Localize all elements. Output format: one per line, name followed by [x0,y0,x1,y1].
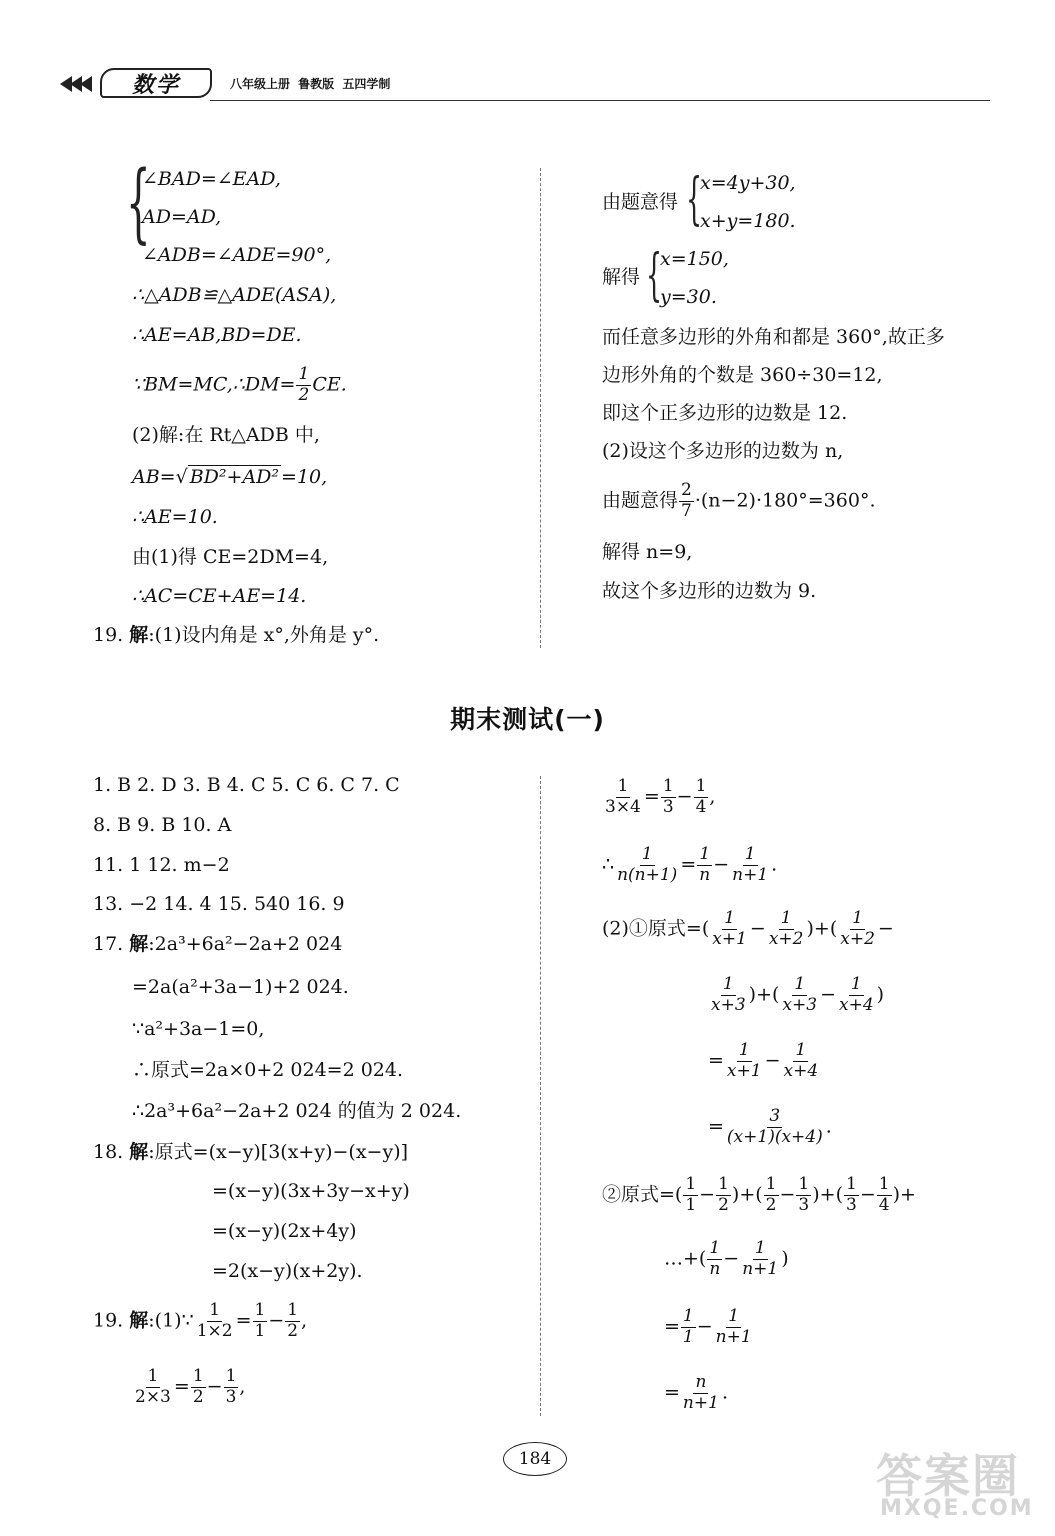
solution-line: …+( $\frac{1}{n}$ − $\frac{1}{n+1}$ ) [664,1238,789,1279]
proof-line: ∵BM=MC,∴DM= $\frac{1}{2}$ CE. [132,364,347,405]
answer-row: 8. B 9. B 10. A [93,814,232,836]
fraction: $\frac{1}{3}$ [662,776,674,817]
solution-line: 由题意得 $\frac{2}{7}$ ·(n−2)·180°=360°. [602,480,876,521]
solution-line: =2a(a²+3a−1)+2 024. [132,976,349,998]
solution-line: =(x−y)(3x+3y−x+y) [212,1180,410,1202]
watermark-logo [870,1440,1042,1526]
fraction: $\frac{1}{3}$ [225,1366,237,1407]
system-line-3: ∠ADB=∠ADE=90°, [142,244,332,266]
book-info: 八年级上册 鲁教版 五四学制 [230,77,391,91]
fraction: $\frac{1}{n+1}$ [742,1238,779,1279]
fraction: $\frac{1}{x+3}$ [782,974,818,1015]
solution-line: ∴原式=2a×0+2 024=2 024. [132,1059,404,1081]
solution-line: ∴ $\frac{1}{n(n+1)}$ = $\frac{1}{n}$ − $\frac{1}{n+1}$ . [602,844,778,885]
fraction: $\frac{1}{3}$ [798,1174,810,1215]
fraction: $\frac{1}{x+4}$ [838,974,874,1015]
system-line-1: x=4y+30, [700,172,796,194]
proof-line: AB=√ BD²+AD² =10, [132,466,328,488]
fraction: $\frac{1}{2}$ [718,1174,729,1215]
system-brace: { [686,167,703,232]
solution-line: =2(x−y)(x+2y). [212,1260,363,1282]
answer-row: 1. B 2. D 3. B 4. C 5. C 6. C 7. C [93,774,400,796]
solution-line: ②原式=( $\frac{1}{1}$ − $\frac{1}{2}$ )+( $\frac{1}{2}$ − $\frac{1}{3}$ )+( $\frac{1}{3}$ − $\frac{1}{4}$ )+ [602,1174,916,1215]
solution-line: = $\frac{3}{(x+1)(x+4)}$ . [708,1106,832,1147]
page-number: 184 [503,1442,567,1476]
question-18: 18. 解:原式=(x−y)[3(x+y)−(x−y)] [93,1141,409,1163]
fraction: $\frac{1}{3}$ [846,1174,857,1215]
fraction: $\frac{1}{2}$ [765,1174,777,1215]
header-rule [210,100,990,101]
question-19-intro: 19. 解:(1)设内角是 x°,外角是 y°. [93,624,380,646]
fraction: $\frac{1}{x+4}$ [783,1040,819,1081]
proof-line: ∴AE=10. [132,506,218,528]
fraction: $\frac{1}{1}$ [254,1300,266,1341]
fraction: $\frac{1}{n+1}$ [732,844,769,885]
equation-label: 由题意得 [602,191,679,213]
section-title: 期末测试(一) [450,705,605,734]
arrow-left-icon [80,76,92,92]
system-line-2: x+y=180. [700,210,796,232]
solution-line: = $\frac{n}{n+1}$ . [664,1372,728,1413]
proof-line: (2)解:在 Rt△ADB 中, [132,424,320,446]
subject-badge: 数学 [100,68,212,98]
column-divider [540,168,541,648]
fraction: $\frac{2}{7}$ [681,480,692,521]
question-19: 19. 解:(1)∵ $\frac{1}{1\times 2}$ = $\frac{1}{1}$ − $\frac{1}{2}$ , [93,1300,308,1341]
proof-line: 由(1)得 CE=2DM=4, [132,546,329,568]
fraction: $\frac{1}{2}$ [192,1366,204,1407]
fraction: $\frac{1}{2}$ [298,364,310,405]
solution-line: (2)①原式=( $\frac{1}{x+1}$ − $\frac{1}{x+2}$ )+( $\frac{1}{x+2}$ − [602,908,894,949]
fraction: $\frac{1}{4}$ [695,776,707,817]
system-line-2: AD=AD, [142,206,222,228]
system-line-1: ∠BAD=∠EAD, [142,168,281,190]
proof-line: ∴AE=AB,BD=DE. [132,324,302,346]
solution-line: 而任意多边形的外角和都是 360°,故正多 [602,326,945,348]
solution-line: ∴2a³+6a²−2a+2 024 的值为 2 024. [132,1100,462,1122]
fraction: $\frac{1}{3\times 4}$ [605,776,641,817]
solution-line: = $\frac{1}{1}$ − $\frac{1}{n+1}$ [664,1306,752,1347]
solution-line: 解得 n=9, [602,541,693,563]
system-line-1: x=150, [660,248,729,270]
solution-line: 边形外角的个数是 360÷30=12, [602,364,883,386]
fraction: $\frac{1}{x+1}$ [712,908,747,949]
solution-line: =(x−y)(2x+4y) [212,1220,357,1242]
watermark-text: 答案圈 [876,1449,1020,1503]
system-brace: { [126,153,151,253]
solution-line: $\frac{1}{2\times 3}$ = $\frac{1}{2}$ − $\frac{1}{3}$ , [135,1366,246,1407]
fraction: $\frac{1}{2\times 3}$ [135,1366,171,1407]
fraction: $\frac{1}{1}$ [685,1174,697,1215]
fraction: $\frac{1}{1\times 2}$ [196,1300,233,1341]
fraction: $\frac{1}{x+3}$ [711,974,746,1015]
solution-line: ∵a²+3a−1=0, [132,1018,265,1040]
fraction: $\frac{1}{x+1}$ [726,1040,762,1081]
page-header [60,66,990,106]
fraction: $\frac{1}{2}$ [287,1300,299,1341]
system-line-2: y=30. [660,286,717,308]
equation-label: 解得 [602,266,641,288]
proof-line: ∴AC=CE+AE=14. [132,585,307,607]
fraction: $\frac{1}{n}$ [709,1238,721,1279]
fraction: $\frac{1}{n+1}$ [715,1306,752,1347]
fraction: $\frac{1}{x+2}$ [768,908,804,949]
fraction: $\frac{3}{(x+1)(x+4)}$ [726,1106,823,1147]
question-17: 17. 解:2a³+6a²−2a+2 024 [93,933,343,955]
fraction: $\frac{1}{x+2}$ [840,908,875,949]
fraction: $\frac{n}{n+1}$ [682,1372,719,1413]
proof-line: ∴△ADB≌△ADE(ASA), [132,284,337,306]
solution-line: 故这个多边形的边数为 9. [602,580,817,602]
watermark-url: MXQE.COM [880,1496,1034,1521]
system-brace: { [646,243,663,308]
solution-line: $\frac{1}{x+3}$ )+( $\frac{1}{x+3}$ − $\frac{1}{x+4}$ ) [711,974,885,1015]
fraction: $\frac{1}{n(n+1)}$ [617,844,678,885]
answer-row: 11. 1 12. m−2 [93,854,230,876]
solution-line: (2)设这个多边形的边数为 n, [602,440,844,462]
fraction: $\frac{1}{4}$ [878,1174,890,1215]
fraction: $\frac{1}{1}$ [682,1306,694,1347]
solution-line: = $\frac{1}{x+1}$ − $\frac{1}{x+4}$ [708,1040,819,1081]
fraction: $\frac{1}{n}$ [699,844,711,885]
solution-line: $\frac{1}{3\times 4}$ = $\frac{1}{3}$ − $\frac{1}{4}$ , [605,776,716,817]
answer-row: 13. −2 14. 4 15. 540 16. 9 [93,893,345,915]
solution-line: 即这个正多边形的边数是 12. [602,402,848,424]
column-divider [540,776,541,1416]
